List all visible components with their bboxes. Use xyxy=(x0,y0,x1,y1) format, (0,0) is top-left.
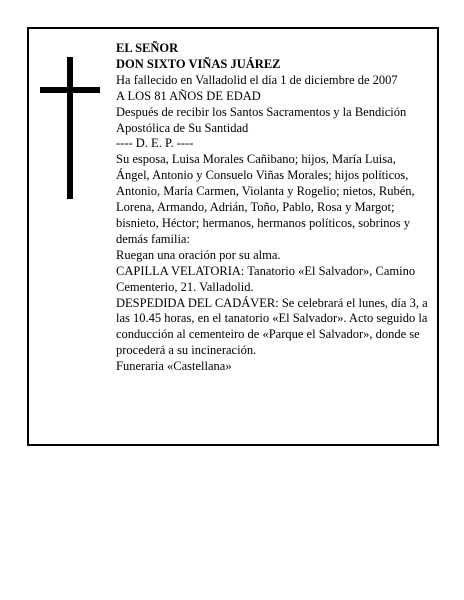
funeral-home: Funeraria «Castellana» xyxy=(116,359,232,374)
farewell-info: DESPEDIDA DEL CADÁVER: Se celebrará el lunes, día 3, a las 10.45 horas, en el tanatorio «El Salvador». Acto seguido la conducción al cementeiro de «Parque el Salvador», donde se procederá a su incineración. xyxy=(116,295,428,358)
death-info: Ha fallecido en Valladolid el día 1 de diciembre de 2007 xyxy=(116,72,398,87)
cross-icon xyxy=(40,57,100,199)
obituary-notice xyxy=(27,27,439,446)
cross-vertical-bar xyxy=(67,57,73,199)
deceased-name: DON SIXTO VIÑAS JUÁREZ xyxy=(116,56,281,71)
prayer-request: Ruegan una oración por su alma. xyxy=(116,247,281,262)
family-list: Su esposa, Luisa Morales Cañibano; hijos, María Luisa, Ángel, Antonio y Consuelo Viñas Morales; hijos políticos, Antonio, María Carmen, Violanta y Rogelio; nietos, Rubén, Lorena, Armando, Adrián, Toño, Pablo, Rosa y Margot; bisnieto, Héctor; hermanos, hermanos políticos, sobrinos y demás familia: xyxy=(116,152,415,246)
chapel-info: CAPILLA VELATORIA: Tanatorio «El Salvador», Camino Cementerio, 21. Valladolid. xyxy=(116,263,416,294)
notice-title: EL SEÑOR xyxy=(116,41,179,55)
cross-horizontal-bar xyxy=(40,87,100,93)
sacraments-info: Después de recibir los Santos Sacramentos y la Bendición Apostólica de Su Santidad xyxy=(116,104,407,135)
notice-text xyxy=(116,41,432,375)
age-info: A LOS 81 AÑOS DE EDAD xyxy=(116,88,261,103)
rip-line: ---- D. E. P. ---- xyxy=(116,136,194,151)
